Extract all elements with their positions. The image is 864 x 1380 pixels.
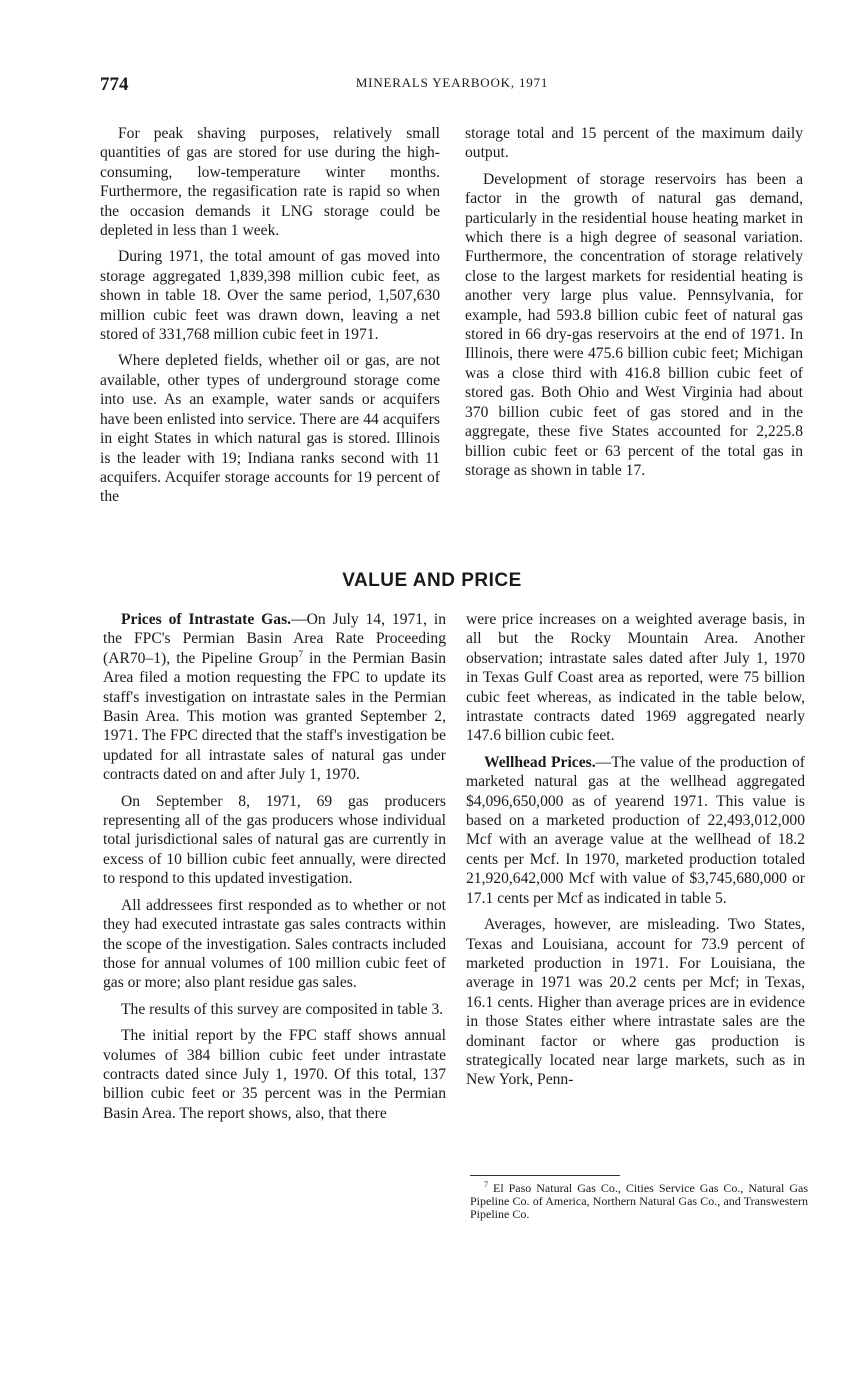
paragraph-text: —The value of the production of marketed natural gas at the wellhead aggregated $4,096,650,000 as of yearend 1971. This value is based on a marketed production of 22,493,012,000 Mcf with an average value at the wellhead of 18.2 cents per Mcf. In 1970, marketed production totaled 21,920,642,000 Mcf with value of $3,745,680,000 or 17.1 cents per Mcf as indicated in table 5.: [466, 753, 805, 907]
page-header: [100, 74, 804, 98]
paragraph: During 1971, the total amount of gas moved into storage aggregated 1,839,398 million cubic feet, as shown in table 18. Over the same period, 1,507,630 million cubic feet was drawn down, leaving a net stored of 331,768 million cubic feet in 1971.: [100, 248, 440, 344]
section-heading: VALUE AND PRICE: [342, 570, 522, 591]
paragraph-text: —On July 14, 1971, in the FPC's Permian Basin Area Rate Proceeding (AR70–1), the Pipeline Group: [103, 611, 446, 667]
page-number: 774: [100, 74, 129, 95]
footnote-divider: [470, 1175, 620, 1176]
footnote: [470, 1182, 808, 1221]
paragraph-continued: were price increases on a weighted average basis, in all but the Rocky Mountain Area. Another observation; intrastate sales dated after July 1, 1970 in Texas Gulf Coast area as reported, were 75 billion cubic feet whereas, as indicated in the table below, intrastate contracts dated 1969 aggregated nearly 147.6 billion cubic feet.: [466, 611, 805, 745]
runin-heading: Prices of Intrastate Gas.: [121, 611, 292, 628]
bottom-right-column: [466, 610, 805, 1097]
paragraph: The initial report by the FPC staff shows annual volumes of 384 billion cubic feet under intrastate contracts dated since July 1, 1970. Of this total, 137 billion cubic feet or 35 percent was in the Permian Basin Area. The report shows, also, that there: [103, 1027, 446, 1122]
paragraph-continued: storage total and 15 percent of the maximum daily output.: [465, 125, 803, 162]
paragraph: Where depleted fields, whether oil or gas, are not available, other types of underground storage come into use. As an example, water sands or acquifers have been enlisted into service. There are 44 acquifers in eight States in which natural gas is stored. Illinois is the leader with 19; Indiana ranks second with 11 acquifers. Acquifer storage accounts for 19 percent of the: [100, 352, 440, 506]
paragraph-wellhead-prices: [466, 753, 805, 908]
paragraph-intrastate-gas: [103, 610, 446, 785]
paragraph: Averages, however, are misleading. Two States, Texas and Louisiana, account for 73.9 percent of marketed production in 1971. For Louisiana, the average in 1971 was 20.2 cents per Mcf; in Texas, 16.1 cents. Higher than average prices are in evidence in those States either where intrastate sales are the dominant factor or where gas production is strategically located near large markets, such as in New York, Penn-: [466, 916, 805, 1089]
paragraph: All addressees first responded as to whether or not they had executed intrastate gas sales contracts within the scope of the investigation. Sales contracts included those for annual volumes of 100 million cubic feet of gas or more; also plant residue gas sales.: [103, 896, 446, 992]
footnote-text: El Paso Natural Gas Co., Cities Service Gas Co., Natural Gas Pipeline Co. of America, Northern Natural Gas Co., and Transwestern Pipeline Co.: [470, 1181, 809, 1221]
footnote-mark: 7: [484, 1180, 488, 1189]
paragraph: Development of storage reservoirs has been a factor in the growth of natural gas demand, particularly in the residential house heating market in which there is a high degree of seasonal variation. Furthermore, the concentration of storage relatively close to the largest markets for residential heating is another very large plus value. Pennsylvania, for example, had 593.8 billion cubic feet of natural gas stored in 66 dry-gas reservoirs at the end of 1971. In Illinois, there were 475.6 billion cubic feet; Michigan was a close third with 416.8 billion cubic feet of stored gas. Both Ohio and West Virginia had about 370 billion cubic feet of gas stored and in the aggregate, these five States accounted for 2,225.8 billion cubic feet or 63 percent of the total gas in storage as shown in table 17.: [465, 170, 803, 479]
paragraph: The results of this survey are composited in table 3.: [121, 1000, 444, 1018]
paragraph: For peak shaving purposes, relatively small quantities of gas are stored for use during the high-consuming, low-temperature winter months. Furthermore, the regasification rate is rapid so when the occasion demands it LNG storage could be depleted in less than 1 week.: [100, 125, 440, 240]
bottom-left-column: [103, 610, 446, 1130]
top-right-column: [465, 124, 803, 487]
paragraph-text: in the Permian Basin Area filed a motion requesting the FPC to update its staff's investigation on intrastate sales in the Permian Basin Area. This motion was granted September 2, 1971. The FPC directed that the staff's investigation be updated for all intrastate sales of natural gas under contracts dated on and after July 1, 1970.: [103, 649, 446, 784]
running-head: MINERALS YEARBOOK, 1971: [355, 75, 549, 90]
runin-heading: Wellhead Prices.: [484, 753, 596, 771]
top-left-column: [100, 124, 440, 514]
footnote-reference: 7: [298, 648, 303, 659]
paragraph: On September 8, 1971, 69 gas producers representing all of the gas producers whose individual total jurisdictional sales of natural gas are currently in excess of 10 billion cubic feet annually, were directed to respond to this updated investigation.: [103, 792, 446, 888]
